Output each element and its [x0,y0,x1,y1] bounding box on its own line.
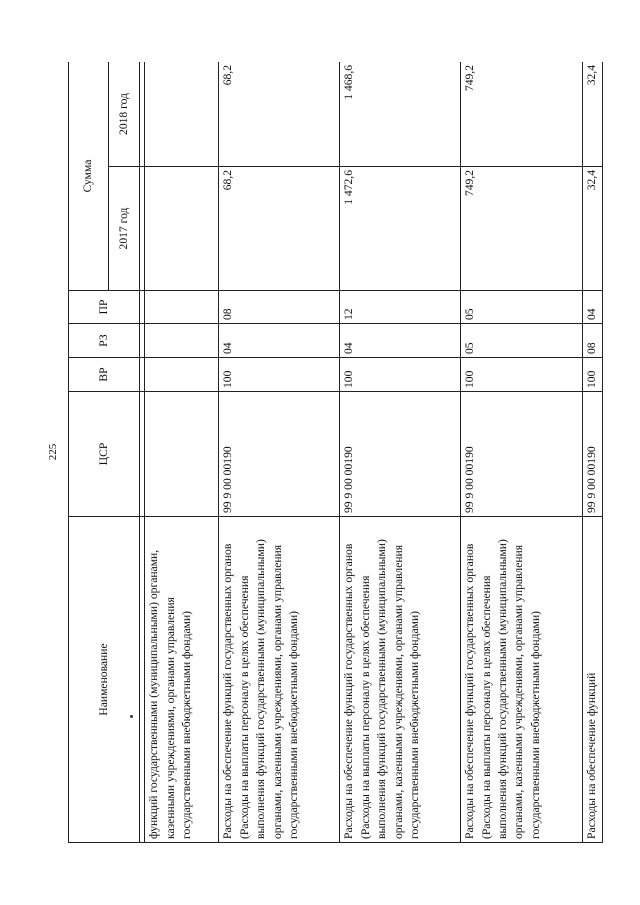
row-sum-2017: 68,2 [219,167,340,291]
row-vr: 100 [219,358,340,392]
rotated-page-content [68,62,603,843]
row-pr: 05 [461,291,583,324]
header-rz: РЗ [69,324,140,358]
header-row [69,62,109,843]
header-2018: 2018 год [108,62,140,167]
row-name: Расходы на обеспечение функций [583,517,603,843]
row-sum-2017: 1 472,6 [340,167,461,291]
header-pr: ПР [69,291,140,324]
row-name: Расходы на обеспечение функций государственных органов (Расходы на выплаты персоналу в целях обеспечения выполнения функций государственными (муниципальными) органами, казенными учреждениями, органами управления государственными внебюджетными фондами) [340,517,461,843]
header-vr: ВР [69,358,140,392]
row-sum-2018: 32,4 [583,62,603,167]
row-sum-2017: 749,2 [461,167,583,291]
row-pr [145,291,219,324]
table-row [583,62,603,843]
row-csr [145,392,219,517]
row-name: функций государственными (муниципальными) органами, казенными учреждениями, органами управления государственными внебюджетными фондами) [145,517,219,843]
page-number: 225 [47,443,59,461]
budget-table [68,62,603,843]
row-csr: 99 9 00 00190 [583,392,603,517]
row-vr: 100 [583,358,603,392]
row-rz: 04 [219,324,340,358]
row-csr: 99 9 00 00190 [340,392,461,517]
row-sum-2017: 32,4 [583,167,603,291]
row-sum-2017 [145,167,219,291]
row-sum-2018: 749,2 [461,62,583,167]
table-row [219,62,340,843]
row-vr [145,358,219,392]
row-sum-2018: 68,2 [219,62,340,167]
table-row [461,62,583,843]
row-rz: 04 [340,324,461,358]
row-sum-2018: 1 468,6 [340,62,461,167]
row-csr: 99 9 00 00190 [461,392,583,517]
header-2017: 2017 год [108,167,140,291]
row-rz: 05 [461,324,583,358]
row-pr: 04 [583,291,603,324]
row-sum-2018 [145,62,219,167]
table-row [145,62,219,843]
row-vr: 100 [340,358,461,392]
row-pr: 12 [340,291,461,324]
header-csr: ЦСР [69,392,140,517]
row-rz: 08 [583,324,603,358]
row-pr: 08 [219,291,340,324]
budget-table-stage [68,62,603,843]
header-sum: Сумма [69,62,109,291]
header-name: Наименование [69,517,140,843]
row-rz [145,324,219,358]
row-vr: 100 [461,358,583,392]
row-csr: 99 9 00 00190 [219,392,340,517]
row-name: Расходы на обеспечение функций государственных органов (Расходы на выплаты персоналу в целях обеспечения выполнения функций государственными (муниципальными) органами, казенными учреждениями, органами управления государственными внебюджетными фондами) [219,517,340,843]
row-name: Расходы на обеспечение функций государственных органов (Расходы на выплаты персоналу в целях обеспечения выполнения функций государственными (муниципальными) органами, казенными учреждениями, органами управления государственными внебюджетными фондами) [461,517,583,843]
scan-speck [130,715,133,718]
table-row [340,62,461,843]
